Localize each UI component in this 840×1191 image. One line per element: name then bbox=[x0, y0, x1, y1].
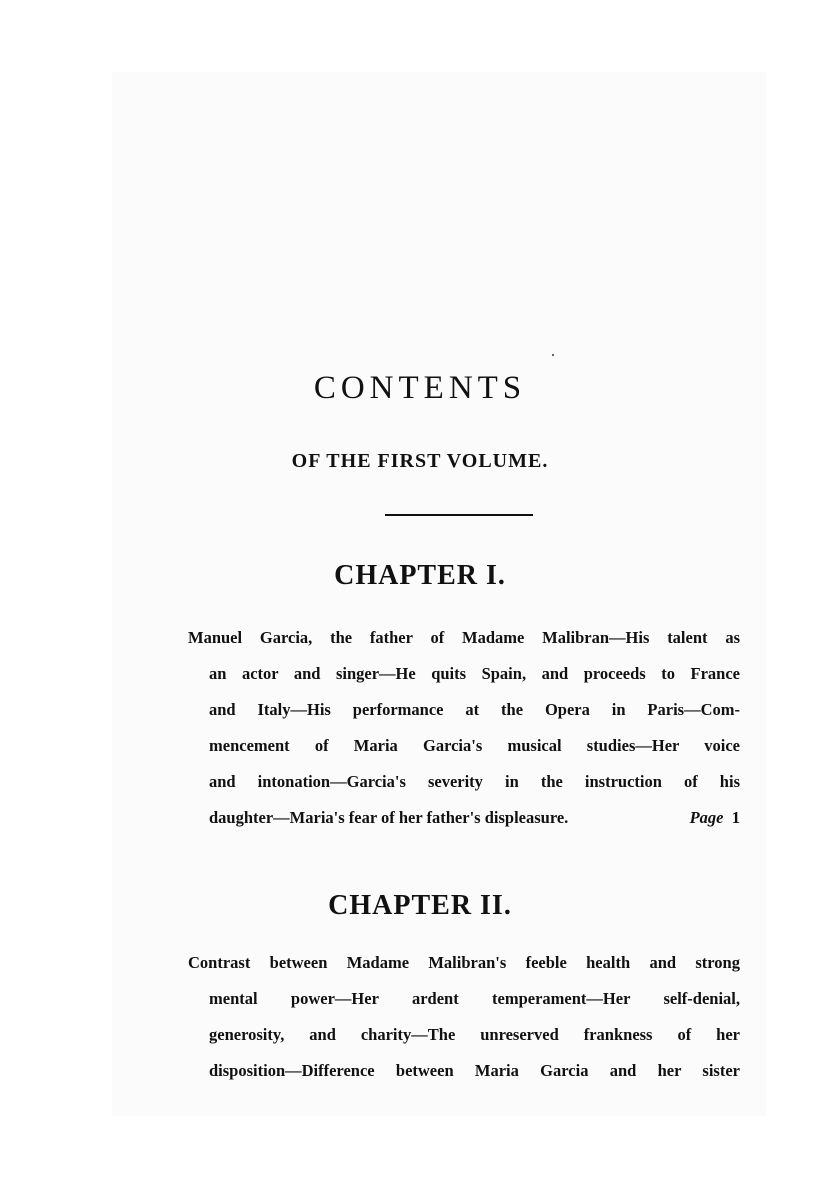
page-number: 1 bbox=[731, 808, 740, 827]
chapter-2-heading: CHAPTER II. bbox=[328, 890, 512, 921]
contents-title: CONTENTS bbox=[313, 370, 527, 406]
chapter-2-line-3: generosity, and charity—The unreserved frankness of her bbox=[209, 1025, 740, 1044]
chapter-1-summary bbox=[188, 620, 740, 836]
chapter-1-line-2: an actor and singer—He quits Spain, and proceeds to France bbox=[209, 664, 740, 683]
print-speck bbox=[552, 354, 554, 356]
chapter-2-line-4: disposition—Difference between Maria Garcia and her sister bbox=[209, 1061, 740, 1080]
chapter-2-summary bbox=[188, 945, 740, 1089]
chapter-1-line-4: mencement of Maria Garcia's musical studies—Her voice bbox=[209, 736, 740, 755]
chapter-1-line-6-text: daughter—Maria's fear of her father's displeasure. bbox=[209, 808, 569, 827]
chapter-1-page-ref bbox=[690, 800, 740, 836]
chapter-2-line-1: Contrast between Madame Malibran's feeble health and strong bbox=[188, 953, 740, 972]
divider-rule bbox=[385, 514, 533, 516]
chapter-1-heading: CHAPTER I. bbox=[334, 560, 506, 591]
page-label: Page bbox=[689, 808, 724, 827]
chapter-1-line-6 bbox=[188, 800, 740, 836]
chapter-1-line-5: and intonation—Garcia's severity in the instruction of his bbox=[209, 772, 740, 791]
contents-subtitle: OF THE FIRST VOLUME. bbox=[291, 450, 549, 472]
chapter-1-line-1: Manuel Garcia, the father of Madame Malibran—His talent as bbox=[188, 628, 740, 647]
chapter-1-line-3: and Italy—His performance at the Opera in Paris—Com- bbox=[209, 700, 740, 719]
chapter-2-line-2: mental power—Her ardent temperament—Her self-denial, bbox=[209, 989, 740, 1008]
